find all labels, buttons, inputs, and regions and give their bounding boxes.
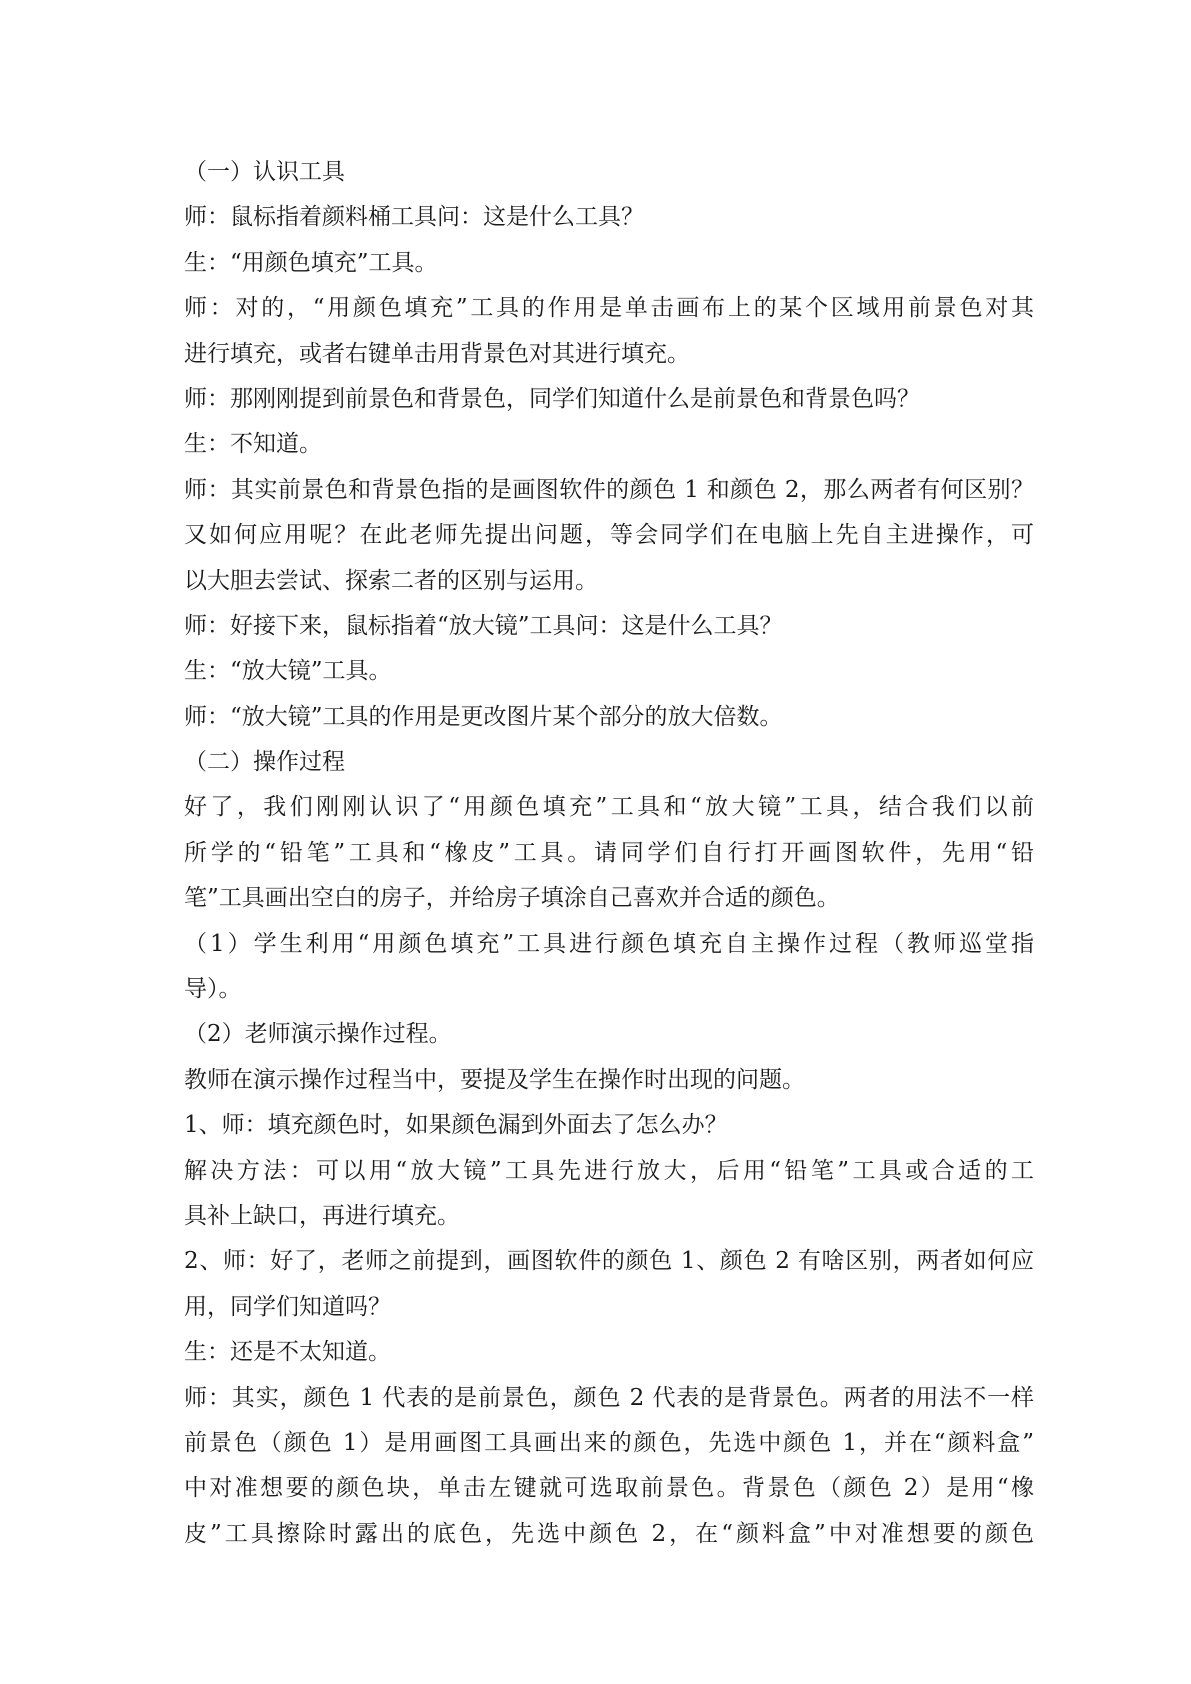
text-line: 笔”工具画出空白的房子，并给房子填涂自己喜欢并合适的颜色。 bbox=[184, 885, 840, 912]
text-line: 生：不知道。 bbox=[184, 431, 322, 458]
text-line: 师：对的，“用颜色填充”工具的作用是单击画布上的某个区域用前景色对其 bbox=[184, 295, 1034, 322]
text-line: 师：那刚刚提到前景色和背景色，同学们知道什么是前景色和背景色吗？ bbox=[184, 385, 920, 412]
text-line: 教师在演示操作过程当中，要提及学生在操作时出现的问题。 bbox=[184, 1066, 805, 1093]
text-line: 导）。 bbox=[184, 976, 242, 1003]
text-line: 师：好接下来，鼠标指着“放大镜”工具问：这是什么工具？ bbox=[184, 612, 783, 639]
text-line: 2、师：好了，老师之前提到，画图软件的颜色 1、颜色 2 有啥区别，两者如何应 bbox=[184, 1248, 1034, 1275]
text-line: 生：“放大镜”工具。 bbox=[184, 658, 392, 685]
text-line: （一）认识工具 bbox=[184, 159, 345, 185]
text-line: 进行填充，或者右键单击用背景色对其进行填充。 bbox=[184, 340, 690, 367]
text-line: 生：还是不太知道。 bbox=[184, 1339, 391, 1366]
text-line: 生：“用颜色填充”工具。 bbox=[184, 249, 438, 276]
text-line: 好了，我们刚刚认识了“用颜色填充”工具和“放大镜”工具，结合我们以前 bbox=[184, 794, 1034, 821]
text-line: （2）老师演示操作过程。 bbox=[184, 1021, 452, 1048]
text-line: （1）学生利用“用颜色填充”工具进行颜色填充自主操作过程（教师巡堂指 bbox=[184, 930, 1034, 957]
text-line: 又如何应用呢？在此老师先提出问题，等会同学们在电脑上先自主进操作，可 bbox=[184, 522, 1034, 549]
text-line: 前景色（颜色 1）是用画图工具画出来的颜色，先选中颜色 1，并在“颜料盒” bbox=[184, 1429, 1034, 1456]
text-line: 师：其实前景色和背景色指的是画图软件的颜色 1 和颜色 2，那么两者有何区别？ bbox=[184, 476, 1034, 503]
text-line: 所学的“铅笔”工具和“橡皮”工具。请同学们自行打开画图软件，先用“铅 bbox=[184, 839, 1034, 866]
document-page bbox=[184, 150, 1034, 1557]
text-line: 师：其实，颜色 1 代表的是前景色，颜色 2 代表的是背景色。两者的用法不一样 bbox=[184, 1384, 1034, 1411]
text-line: 解决方法：可以用“放大镜”工具先进行放大，后用“铅笔”工具或合适的工 bbox=[184, 1157, 1034, 1184]
text-line: 用，同学们知道吗？ bbox=[184, 1293, 391, 1320]
text-line: 中对准想要的颜色块，单击左键就可选取前景色。背景色（颜色 2）是用“橡 bbox=[184, 1475, 1034, 1502]
text-line: 以大胆去尝试、探索二者的区别与运用。 bbox=[184, 567, 598, 594]
text-line: （二）操作过程 bbox=[184, 749, 345, 776]
text-line: 师：鼠标指着颜料桶工具问：这是什么工具？ bbox=[184, 204, 644, 231]
text-line: 师：“放大镜”工具的作用是更改图片某个部分的放大倍数。 bbox=[184, 703, 783, 730]
text-line: 1、师：填充颜色时，如果颜色漏到外面去了怎么办？ bbox=[184, 1112, 728, 1139]
text-line: 具补上缺口，再进行填充。 bbox=[184, 1202, 460, 1229]
text-line: 皮”工具擦除时露出的底色，先选中颜色 2，在“颜料盒”中对准想要的颜色 bbox=[184, 1520, 1034, 1547]
